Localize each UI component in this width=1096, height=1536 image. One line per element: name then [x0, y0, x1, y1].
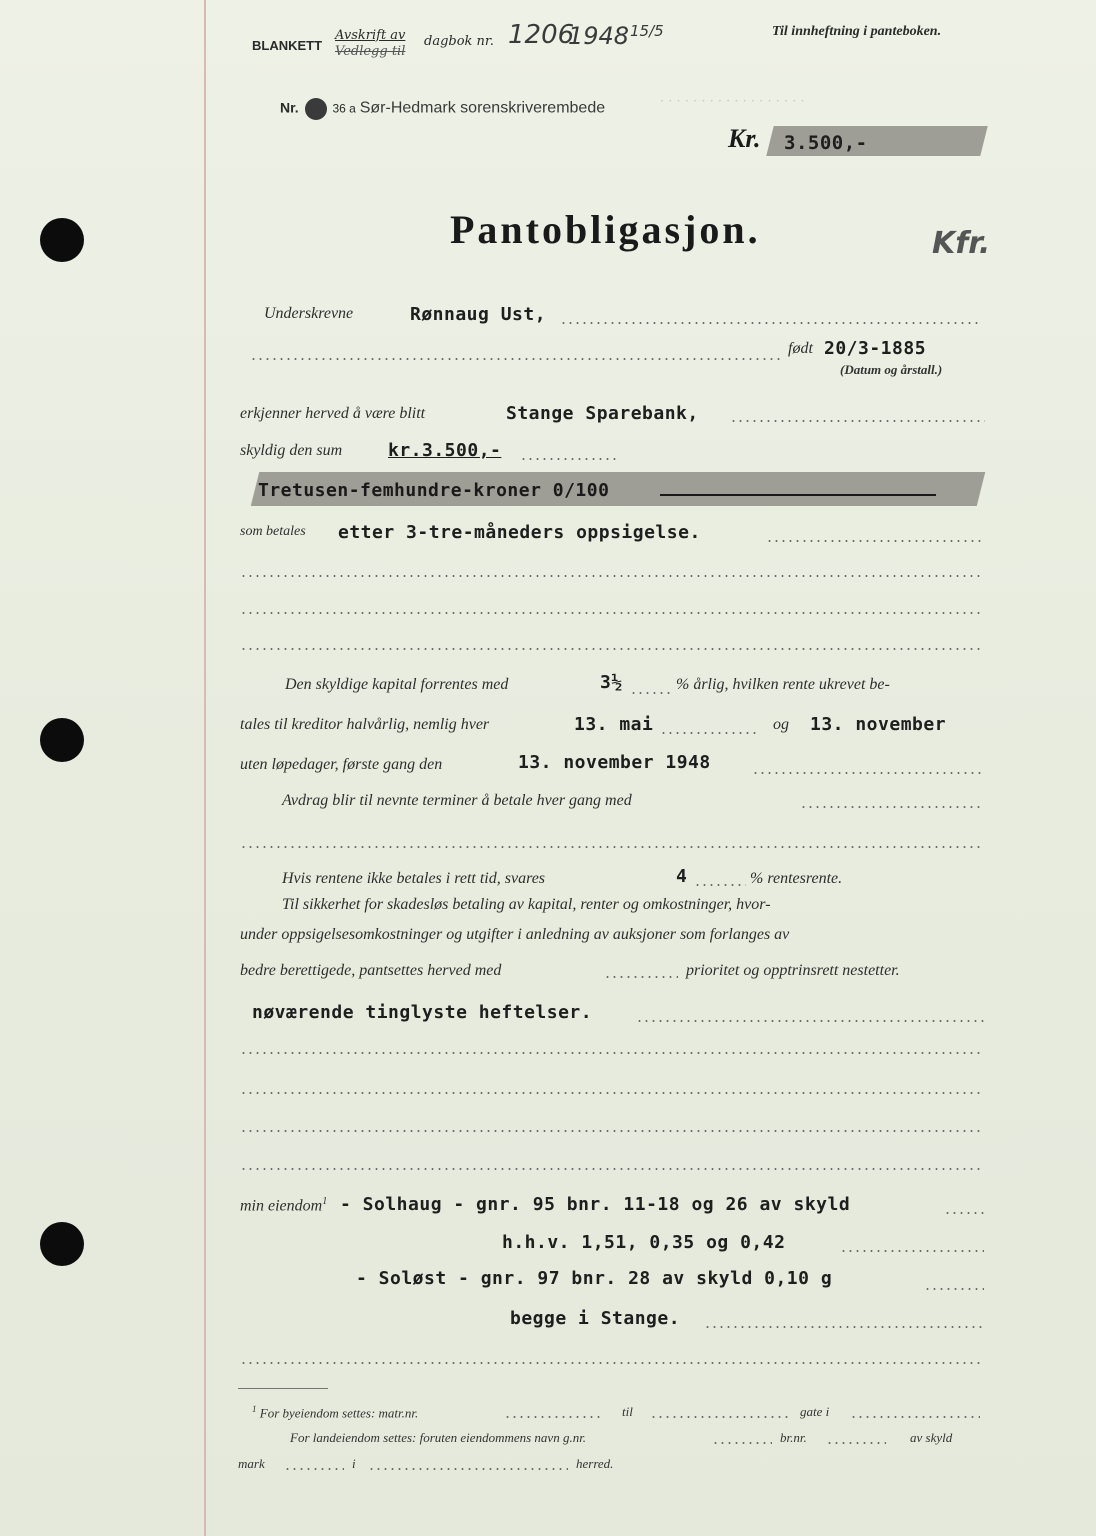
fill-line — [704, 1326, 984, 1328]
first-payment-label: uten løpedager, første gang den — [240, 756, 443, 773]
footnote-text: i — [352, 1456, 356, 1471]
undersign-name: Rønnaug Ust, — [410, 304, 547, 325]
amount-words: Tretusen-femhundre-kroner 0/100 — [258, 480, 610, 501]
fill-line — [240, 612, 984, 614]
footnote-marker: 1 — [252, 1404, 257, 1414]
punch-hole — [40, 218, 84, 262]
fill-line — [712, 1442, 772, 1444]
fill-line — [240, 846, 984, 848]
footnote-text: av skyld — [910, 1430, 953, 1445]
fill-line — [520, 458, 616, 460]
fill-line — [924, 1288, 984, 1290]
born-label: født — [788, 340, 813, 357]
fill-line — [240, 1362, 984, 1364]
vedlegg-label: Vedlegg til — [335, 44, 406, 59]
dagbok-year: 1948 — [568, 22, 630, 50]
kr-amount: 3.500,- — [784, 132, 868, 154]
payable-value: etter 3-tre-måneders oppsigelse. — [338, 522, 701, 543]
fill-line — [240, 1168, 984, 1170]
payable-label: som betales — [240, 524, 306, 539]
interest-text-3: tales til kreditor halvårlig, nemlig hver — [240, 716, 490, 733]
footnote-line-1 — [252, 1404, 418, 1421]
margin-note: Kfr. — [932, 226, 991, 261]
page-title: Pantobligasjon. — [450, 207, 761, 252]
punch-hole — [40, 718, 84, 762]
creditor-name: Stange Sparebank, — [506, 403, 699, 424]
security-text-4: prioritet og opptrinsrett nestetter. — [686, 962, 900, 979]
first-payment-date: 13. november 1948 — [518, 752, 711, 773]
property-label-text: min eiendom — [240, 1197, 323, 1215]
fill-line — [284, 1468, 344, 1470]
fill-line — [504, 1416, 604, 1418]
property-line-4: begge i Stange. — [510, 1308, 681, 1329]
fill-line — [650, 1416, 790, 1418]
security-text-1: Til sikkerhet for skadesløs betaling av kapital, renter og omkostninger, hvor- — [282, 896, 771, 913]
interest-rate: 3½ — [600, 672, 623, 693]
fill-line — [752, 772, 984, 774]
security-text-2: under oppsigelsesomkostninger og utgifter i anledning av auksjoner som forlanges av — [240, 926, 790, 943]
og-label: og — [773, 716, 789, 733]
priority-value: nøværende tinglyste heftelser. — [252, 1002, 593, 1023]
fill-line — [840, 1250, 984, 1252]
fill-line — [944, 1212, 984, 1214]
strike-line — [660, 494, 936, 496]
form-number: 36 a — [332, 101, 356, 116]
avdrag-text: Avdrag blir til nevnte terminer å betale hver gang med — [282, 792, 632, 809]
interest-text: Den skyldige kapital forrentes med — [285, 676, 509, 693]
fill-line — [240, 1052, 984, 1054]
fill-line — [766, 540, 984, 542]
seal-icon — [305, 98, 327, 120]
fill-line — [660, 732, 760, 734]
fill-line — [694, 884, 746, 886]
fill-line — [240, 648, 984, 650]
punch-hole — [40, 1222, 84, 1266]
margin-line — [204, 0, 206, 1536]
footnote-text: til — [622, 1404, 633, 1419]
undersign-label: Underskrevne — [264, 305, 354, 322]
fill-line — [850, 1416, 980, 1418]
owe-amount: kr.3.500,- — [388, 440, 502, 461]
term-1: 13. mai — [574, 714, 654, 735]
kr-label: Kr. — [728, 124, 761, 153]
property-line-2: h.h.v. 1,51, 0,35 og 0,42 — [502, 1232, 786, 1253]
security-text-3: bedre berettigede, pantsettes herved med — [240, 962, 502, 979]
top-right-note: Til innheftning i panteboken. — [772, 24, 942, 39]
office-name: Sør-Hedmark sorenskriverembede — [359, 99, 606, 117]
term-2: 13. november — [810, 714, 947, 735]
fill-line — [250, 358, 780, 360]
dagbok-number: 1206 — [508, 20, 575, 50]
footnote-text: For byeiendom settes: matr.nr. — [259, 1405, 419, 1421]
default-text-2: % rentesrente. — [750, 870, 843, 887]
dagbok-date: 15/5 — [630, 22, 664, 40]
footnote-text: herred. — [576, 1456, 614, 1471]
fill-line — [368, 1468, 568, 1470]
nr-label: Nr. — [280, 99, 299, 116]
avskrift-label: Avskrift av — [335, 28, 406, 43]
fill-line — [240, 1092, 984, 1094]
nr-line — [280, 98, 605, 120]
born-date: 20/3-1885 — [824, 338, 927, 359]
footnote-text: For landeiendom settes: foruten eiendommens navn g.nr. — [290, 1430, 587, 1445]
footnote-rule — [238, 1388, 328, 1389]
blankett-label: BLANKETT — [252, 38, 323, 53]
default-rate: 4 — [676, 866, 688, 887]
fill-line — [800, 806, 984, 808]
fill-line — [560, 322, 980, 324]
fill-line — [730, 420, 985, 422]
fill-line — [630, 692, 672, 694]
fill-line — [826, 1442, 886, 1444]
bleed-text: · · · · · · · · · · · · · · · · · · — [660, 94, 805, 109]
fill-line — [636, 1020, 984, 1022]
default-text: Hvis rentene ikke betales i rett tid, svares — [282, 870, 546, 887]
property-line-3: - Soløst - gnr. 97 bnr. 28 av skyld 0,10 g — [356, 1268, 833, 1289]
fill-line — [240, 575, 984, 577]
property-footnote-marker: 1 — [322, 1196, 328, 1207]
footnote-text: br.nr. — [780, 1430, 807, 1445]
fill-line — [604, 976, 678, 978]
date-year-note: (Datum og årstall.) — [840, 362, 943, 377]
interest-text-2: % årlig, hvilken rente ukrevet be- — [676, 676, 890, 693]
dagbok-label: dagbok nr. — [424, 34, 494, 49]
property-line-1: - Solhaug - gnr. 95 bnr. 11-18 og 26 av skyld — [340, 1194, 851, 1215]
acknowledge-label: erkjenner herved å være blitt — [240, 405, 426, 422]
owe-label: skyldig den sum — [240, 442, 343, 459]
property-label — [240, 1196, 327, 1215]
fill-line — [240, 1130, 984, 1132]
footnote-text: mark — [238, 1456, 265, 1471]
footnote-text: gate i — [800, 1404, 830, 1419]
